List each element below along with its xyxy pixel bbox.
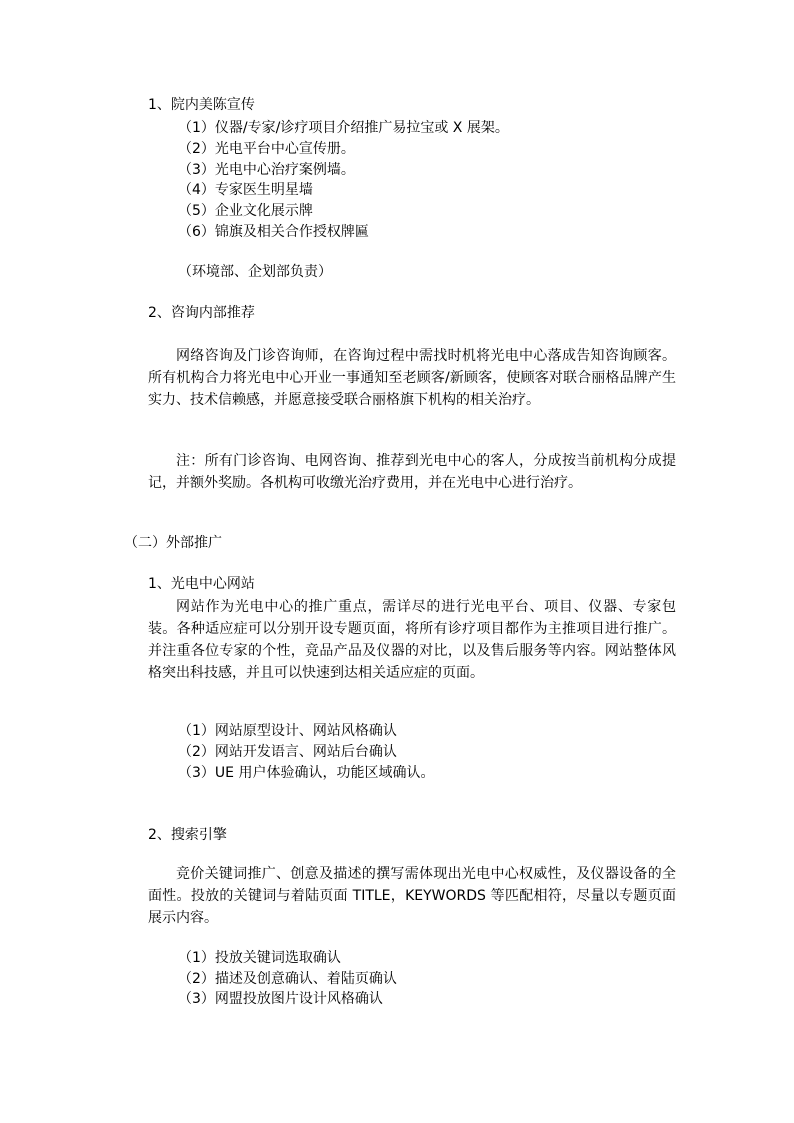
search-heading: 2、搜索引擎 xyxy=(148,827,227,843)
list-item: （2）光电平台中心宣传册。 xyxy=(178,141,355,157)
list-item: （3）网盟投放图片设计风格确认 xyxy=(178,991,383,1007)
list-item: （4）专家医生明星墙 xyxy=(178,182,313,198)
responsible-note: （环境部、企划部负责） xyxy=(178,264,332,280)
list-item: （3）光电中心治疗案例墙。 xyxy=(178,162,355,178)
note-paragraph: 注：所有门诊咨询、电网咨询、推荐到光电中心的客人，分成按当前机构分成提记，并额外奖励。各机构可收缴光治疗费用，并在光电中心进行治疗。 xyxy=(148,453,676,491)
website-heading: 1、光电中心网站 xyxy=(148,576,255,592)
external-heading: （二）外部推广 xyxy=(124,535,222,551)
list-item: （1）网站原型设计、网站风格确认 xyxy=(178,723,397,739)
section1-heading: 1、院内美陈宣传 xyxy=(148,97,255,113)
list-item: （1）投放关键词选取确认 xyxy=(178,950,341,966)
paragraph: 网站作为光电中心的推广重点，需详尽的进行光电平台、项目、仪器、专家包装。各种适应症可以分别开设专题页面，将所有诊疗项目都作为主推项目进行推广。并注重各位专家的个性，竞品产品及仪器的对比，以及售后服务等内容。网站整体风格突出科技感，并且可以快速到达相关适应症的页面。 xyxy=(148,599,676,681)
section2-heading: 2、咨询内部推荐 xyxy=(148,305,255,321)
list-item: （3）UE 用户体验确认，功能区域确认。 xyxy=(178,765,435,781)
list-item: （1）仪器/专家/诊疗项目介绍推广易拉宝或 X 展架。 xyxy=(178,120,509,136)
list-item: （6）锦旗及相关合作授权牌匾 xyxy=(178,224,369,240)
paragraph: 竞价关键词推广、创意及描述的撰写需体现出光电中心权威性，及仪器设备的全面性。投放的关键词与着陆页面 TITLE，KEYWORDS 等匹配相符，尽量以专题页面展示内容。 xyxy=(148,866,676,926)
list-item: （2）网站开发语言、网站后台确认 xyxy=(178,744,397,760)
list-item: （5）企业文化展示牌 xyxy=(178,203,313,219)
paragraph: 网络咨询及门诊咨询师，在咨询过程中需找时机将光电中心落成告知咨询顾客。所有机构合力将光电中心开业一事通知至老顾客/新顾客，使顾客对联合丽格品牌产生实力、技术信赖感，并愿意接受联合丽格旗下机构的相关治疗。 xyxy=(148,348,676,408)
list-item: （2）描述及创意确认、着陆页确认 xyxy=(178,971,397,987)
